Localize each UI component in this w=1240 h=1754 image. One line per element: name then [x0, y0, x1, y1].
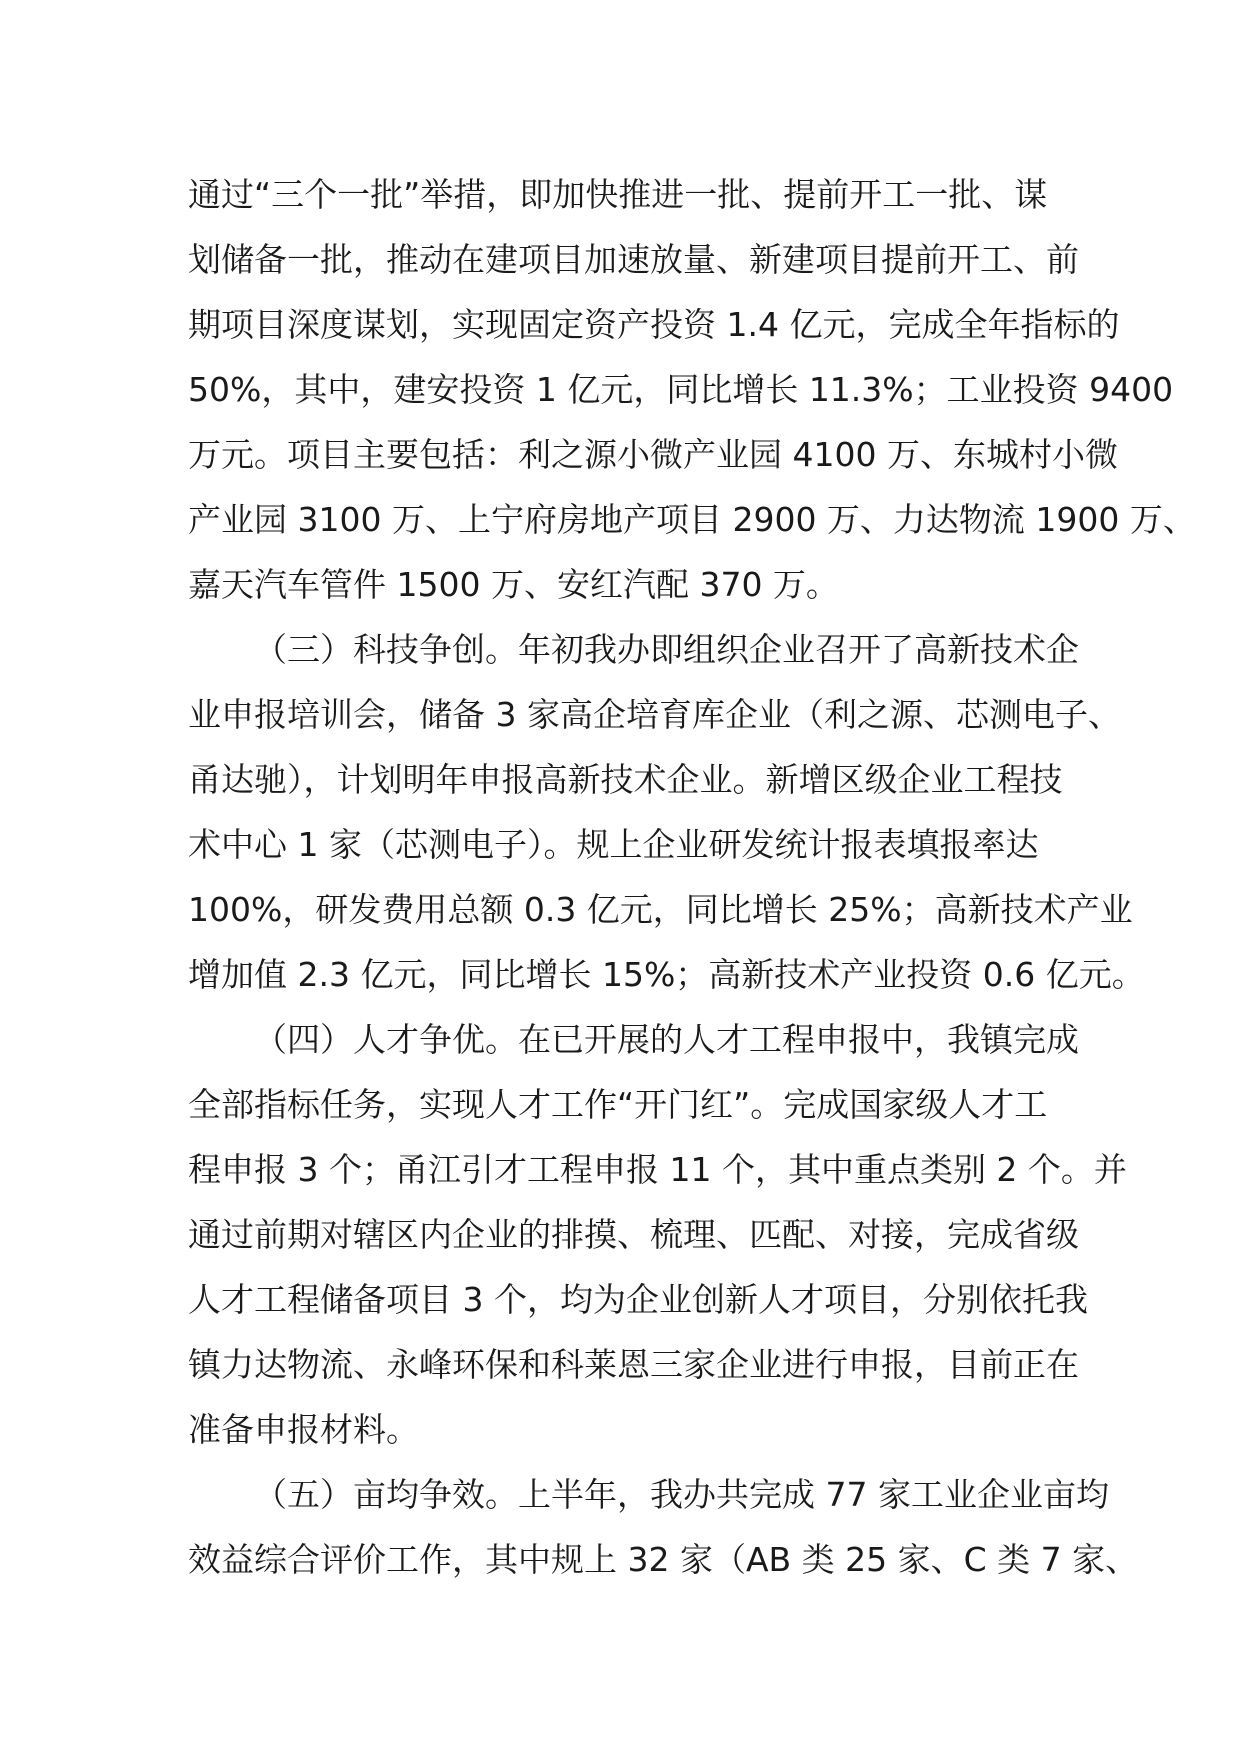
text-line: 业申报培训会，储备 3 家高企培育库企业（利之源、芯测电子、	[188, 695, 1121, 734]
text-line: 划储备一批，推动在建项目加速放量、新建项目提前开工、前	[188, 240, 1079, 279]
text-line: 嘉天汽车管件 1500 万、安红汽配 370 万。	[188, 565, 839, 604]
text-line: 100%，研发费用总额 0.3 亿元，同比增长 25%；高新技术产业	[188, 890, 1133, 929]
text-line: 程申报 3 个；甬江引才工程申报 11 个，其中重点类别 2 个。并	[188, 1150, 1127, 1189]
text-line: 期项目深度谋划，实现固定资产投资 1.4 亿元，完成全年指标的	[188, 305, 1120, 344]
text-line: 全部指标任务，实现人才工作“开门红”。完成国家级人才工	[188, 1085, 1048, 1124]
paragraph-first-line: （四）人才争优。在已开展的人才工程申报中，我镇完成	[254, 1020, 1079, 1059]
paragraph-first-line: （三）科技争创。年初我办即组织企业召开了高新技术企	[254, 630, 1079, 669]
text-line: 增加值 2.3 亿元，同比增长 15%；高新技术产业投资 0.6 亿元。	[188, 955, 1145, 994]
text-line: 通过前期对辖区内企业的排摸、梳理、匹配、对接，完成省级	[188, 1215, 1079, 1254]
text-line: 产业园 3100 万、上宁府房地产项目 2900 万、力达物流 1900 万、	[188, 500, 1196, 539]
text-line: 万元。项目主要包括：利之源小微产业园 4100 万、东城村小微	[188, 435, 1118, 474]
text-line: 50%，其中，建安投资 1 亿元，同比增长 11.3%；工业投资 9400	[188, 370, 1174, 409]
text-line: 效益综合评价工作，其中规上 32 家（AB 类 25 家、C 类 7 家、	[188, 1540, 1139, 1579]
document-body	[188, 162, 1196, 1592]
text-line: 术中心 1 家（芯测电子）。规上企业研发统计报表填报率达	[188, 825, 1039, 864]
text-line: 准备申报材料。	[188, 1410, 419, 1449]
text-line: 镇力达物流、永峰环保和科莱恩三家企业进行申报，目前正在	[188, 1345, 1079, 1384]
text-line: 甬达驰），计划明年申报高新技术企业。新增区级企业工程技	[188, 760, 1063, 799]
paragraph-first-line: （五）亩均争效。上半年，我办共完成 77 家工业企业亩均	[254, 1475, 1109, 1514]
text-line: 通过“三个一批”举措，即加快推进一批、提前开工一批、谋	[188, 175, 1048, 214]
text-line: 人才工程储备项目 3 个，均为企业创新人才项目，分别依托我	[188, 1280, 1088, 1319]
